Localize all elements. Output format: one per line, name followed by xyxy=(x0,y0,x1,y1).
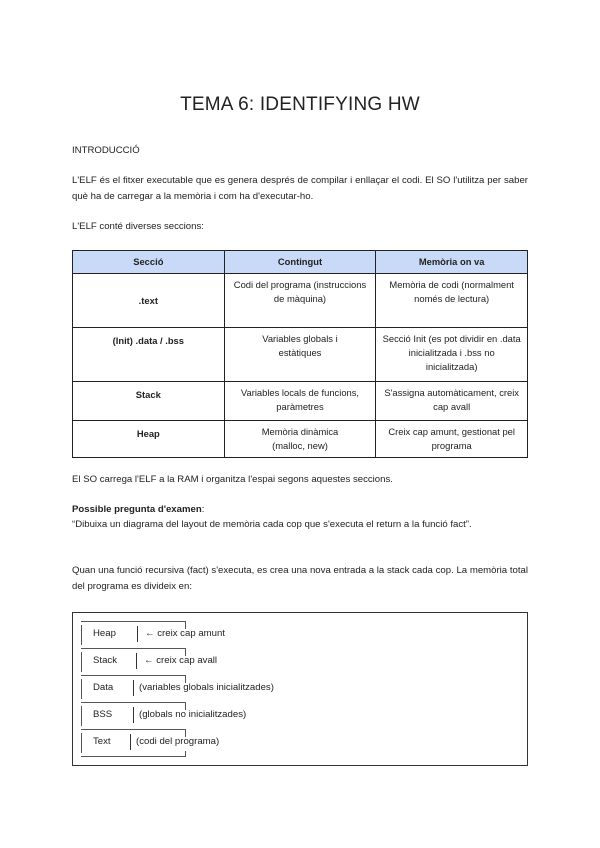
diagram-row-bss xyxy=(81,702,247,729)
segment-name: Data xyxy=(93,682,114,693)
sections-table xyxy=(72,250,528,458)
table-row xyxy=(73,328,528,382)
cell-content: Memòria dinàmica (malloc, new) xyxy=(224,421,376,458)
exam-question: “Dibuixa un diagrama del layout de memòria cada cop que s'executa el return a la funció fact”. xyxy=(72,519,472,530)
segment-name: BSS xyxy=(93,709,113,720)
paragraph-elf: L'ELF és el fitxer executable que es genera després de compilar i enllaçar el codi. El SO l'utilitza per saber què ha de carregar a la memòria i com ha d'executar-ho. xyxy=(72,175,528,202)
diagram-bottom-line xyxy=(81,756,185,757)
paragraph-recursion: Quan una funció recursiva (fact) s'executa, es crea una nova entrada a la stack cada cop. La memòria total del programa es divideix en: xyxy=(72,565,528,592)
table-header-row xyxy=(73,251,528,274)
table-row xyxy=(73,274,528,328)
cell-section: .text xyxy=(73,274,225,328)
cell-content: Codi del programa (instruccions de màquina) xyxy=(224,274,376,328)
cell-memory: Creix cap amunt, gestionat pel programa xyxy=(376,421,528,458)
segment-note: ← creix cap amunt xyxy=(145,628,225,639)
diagram-row-data xyxy=(81,675,274,702)
segment-note: (codi del programa) xyxy=(136,736,220,747)
header-memoria: Memòria on va xyxy=(376,251,528,274)
memory-layout-diagram xyxy=(72,612,528,766)
section-heading: INTRODUCCIÓ xyxy=(72,145,140,156)
segment-note: ← creix cap avall xyxy=(144,655,218,666)
segment-name: Heap xyxy=(93,628,116,639)
header-contingut: Contingut xyxy=(224,251,376,274)
diagram-row-stack xyxy=(81,648,218,675)
header-seccio: Secció xyxy=(73,251,225,274)
page-title: TEMA 6: IDENTIFYING HW xyxy=(180,94,420,115)
paragraph-ram: El SO carrega l'ELF a la RAM i organitza l'espai segons aquestes seccions. xyxy=(72,474,393,485)
segment-note: (variables globals inicialitzades) xyxy=(139,682,274,693)
cell-memory: Secció Init (es pot dividir en .data inicialitzada i .bss no inicialitzada) xyxy=(376,328,528,382)
cell-section: (Init) .data / .bss xyxy=(73,328,225,382)
cell-memory: S'assigna automàticament, creix cap avall xyxy=(376,382,528,421)
segment-name: Text xyxy=(93,736,111,747)
exam-colon: : xyxy=(201,504,205,515)
exam-label xyxy=(72,502,528,518)
segment-name: Stack xyxy=(93,655,117,666)
table-row xyxy=(73,421,528,458)
exam-label-text: Possible pregunta d'examen xyxy=(72,504,202,515)
cell-content: Variables locals de funcions, paràmetres xyxy=(224,382,376,421)
cell-memory: Memòria de codi (normalment només de lectura) xyxy=(376,274,528,328)
cell-content: Variables globals i estàtiques xyxy=(224,328,376,382)
paragraph-sections: L'ELF conté diverses seccions: xyxy=(72,221,204,232)
diagram-row-heap xyxy=(81,621,225,648)
cell-section: Stack xyxy=(73,382,225,421)
cell-section: Heap xyxy=(73,421,225,458)
segment-note: (globals no inicialitzades) xyxy=(139,709,247,720)
table-row xyxy=(73,382,528,421)
diagram-row-text xyxy=(81,729,220,756)
